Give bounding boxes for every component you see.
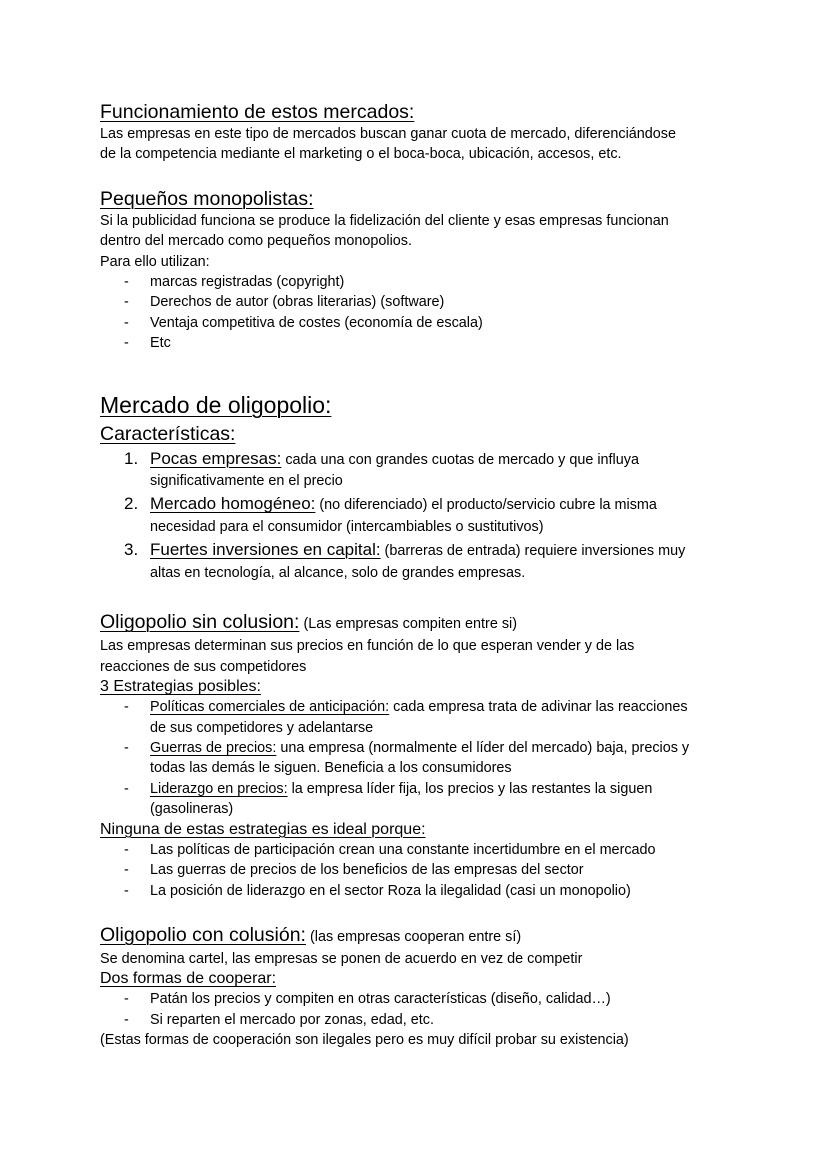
item-text: una empresa (normalmente el líder del mercado) baja, precios y xyxy=(276,740,690,757)
section-mercado-oligopolio xyxy=(100,390,740,585)
item-text-cont: necesidad para el consumidor (intercambiables o sustitutivos) xyxy=(150,519,544,536)
heading-oligopolio-con-colusion: Oligopolio con colusión: xyxy=(100,923,306,946)
section-pequenos-monopolistas xyxy=(100,187,740,354)
list-ninguna xyxy=(100,840,740,901)
heading-row xyxy=(100,923,740,949)
item-text: (barreras de entrada) requiere inversiones muy xyxy=(380,542,686,559)
item-number: 1. xyxy=(124,448,139,468)
list-item xyxy=(150,697,740,738)
list-estrategias xyxy=(100,697,740,819)
item-text: (no diferenciado) el producto/servicio cubre la misma xyxy=(315,497,657,514)
paragraph-line: Se denomina cartel, las empresas se ponen de acuerdo en vez de competir xyxy=(100,950,583,967)
section-oligopolio-sin-colusion xyxy=(100,610,740,900)
paragraph-line: Si la publicidad funciona se produce la fidelización del cliente y esas empresas funcionan xyxy=(100,212,669,229)
list-utilizan xyxy=(100,272,740,354)
list-item: - Si reparten el mercado por zonas, edad, etc. xyxy=(150,1010,740,1030)
list-item xyxy=(124,493,740,539)
list-item xyxy=(124,539,740,585)
heading-pequenos-monopolistas: Pequeños monopolistas: xyxy=(100,187,314,210)
list-item: - Ventaja competitiva de costes (economía de escala) xyxy=(150,313,740,333)
subheading-dos-formas: Dos formas de cooperar: xyxy=(100,970,277,988)
item-text-cont: (gasolineras) xyxy=(150,801,234,818)
item-title: Liderazgo en precios: xyxy=(150,780,288,797)
paragraph-line: (Estas formas de cooperación son ilegales pero es muy difícil probar su existencia) xyxy=(100,1032,629,1049)
subheading-ninguna: Ninguna de estas estrategias es ideal porque: xyxy=(100,820,426,838)
list-dos-formas xyxy=(100,989,740,1030)
paragraph-line: Para ello utilizan: xyxy=(100,253,210,270)
item-text: cada una con grandes cuotas de mercado y que influya xyxy=(281,451,639,468)
list-item xyxy=(150,738,740,779)
list-item xyxy=(124,448,740,494)
item-number: 2. xyxy=(124,494,139,514)
item-title: Mercado homogéneo: xyxy=(150,494,316,514)
item-text: cada empresa trata de adivinar las reacciones xyxy=(389,699,688,716)
list-item: - Las guerras de precios de los beneficios de las empresas del sector xyxy=(150,860,740,880)
paragraph-line: de la competencia mediante el marketing o el boca-boca, ubicación, accesos, etc. xyxy=(100,146,622,163)
heading-row xyxy=(100,610,740,636)
list-item: - Etc xyxy=(150,333,740,353)
paragraph-line: Las empresas determinan sus precios en función de lo que esperan vender y de las xyxy=(100,638,635,655)
item-title: Guerras de precios: xyxy=(150,740,277,757)
paragraph-line: dentro del mercado como pequeños monopolios. xyxy=(100,233,412,250)
item-text-cont: altas en tecnología, al alcance, solo de grandes empresas. xyxy=(150,564,526,581)
heading-note: (las empresas cooperan entre sí) xyxy=(305,928,522,945)
heading-mercado-oligopolio: Mercado de oligopolio: xyxy=(100,391,332,418)
item-title: Fuertes inversiones en capital: xyxy=(150,539,381,559)
subheading-caracteristicas: Características: xyxy=(100,422,236,445)
item-text: la empresa líder fija, los precios y las restantes la siguen xyxy=(287,780,653,797)
heading-oligopolio-sin-colusion: Oligopolio sin colusion: xyxy=(100,611,300,634)
list-item: - Derechos de autor (obras literarias) (software) xyxy=(150,292,740,312)
item-title: Políticas comerciales de anticipación: xyxy=(150,699,390,716)
item-text-cont: de sus competidores y adelantarse xyxy=(150,719,374,736)
list-caracteristicas xyxy=(100,448,740,585)
heading-note: (Las empresas compiten entre si) xyxy=(299,616,517,633)
item-text-cont: significativamente en el precio xyxy=(150,473,343,490)
paragraph-line: reacciones de sus competidores xyxy=(100,658,307,675)
list-item: - Patán los precios y compiten en otras características (diseño, calidad…) xyxy=(150,989,740,1009)
list-item: - La posición de liderazgo en el sector Roza la ilegalidad (casi un monopolio) xyxy=(150,881,740,901)
paragraph-line: Las empresas en este tipo de mercados buscan ganar cuota de mercado, diferenciándose xyxy=(100,126,676,142)
heading-funcionamiento: Funcionamiento de estos mercados: xyxy=(100,101,415,123)
item-text-cont: todas las demás le siguen. Beneficia a los consumidores xyxy=(150,760,512,777)
list-item xyxy=(150,779,740,820)
list-item: - Las políticas de participación crean una constante incertidumbre en el mercado xyxy=(150,840,740,860)
list-item: - marcas registradas (copyright) xyxy=(150,272,740,292)
section-oligopolio-con-colusion xyxy=(100,923,740,1051)
document-page xyxy=(100,100,740,1051)
subheading-estrategias: 3 Estrategias posibles: xyxy=(100,678,261,696)
item-title: Pocas empresas: xyxy=(150,448,282,468)
section-funcionamiento xyxy=(100,100,740,165)
item-number: 3. xyxy=(124,539,139,559)
